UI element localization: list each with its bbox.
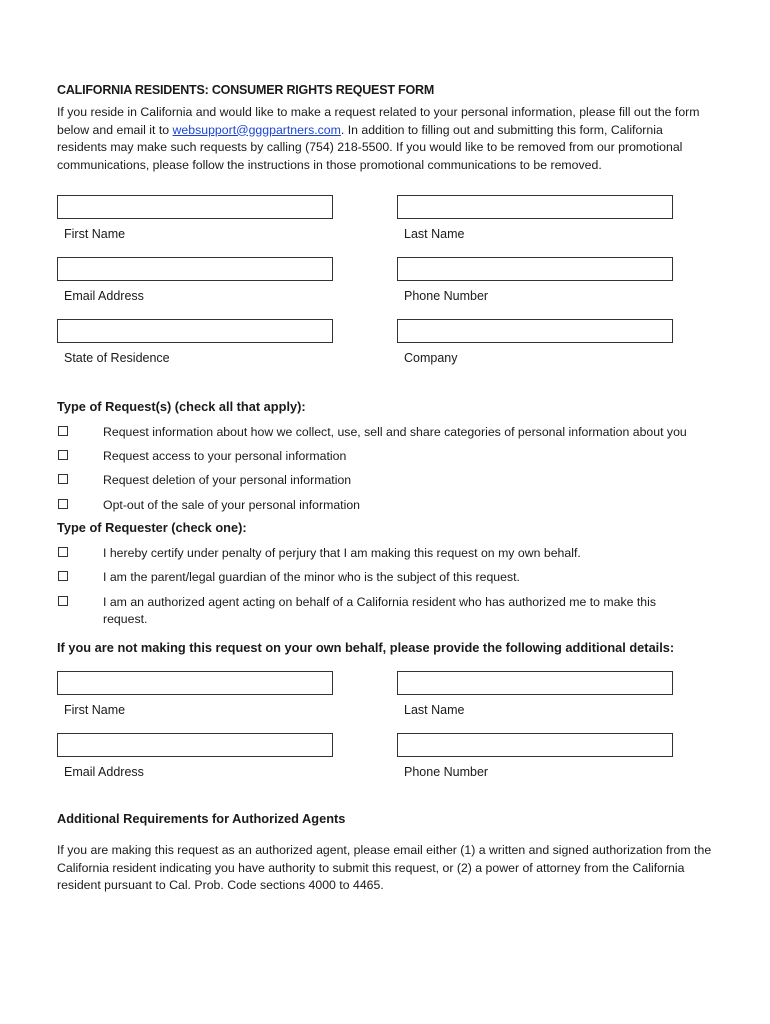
agent-first-name-input[interactable] [57,671,333,695]
request-option-label: Request deletion of your personal information [103,473,352,487]
last-name-label: Last Name [404,227,465,241]
agent-phone-input[interactable] [397,733,673,757]
requester-option-label: I am an authorized agent acting on behalf of a California resident who has authorized me to make this request. [103,595,657,626]
phone-input[interactable] [397,257,673,281]
agent-requirements-text: If you are making this request as an authorized agent, please email either (1) a written and signed authorization from the California resident indicating you have authority to submit this request, or (2) a power of attorney from the California resident pursuant to Cal. Prob. Code sections 4000 to 4465. [57,843,712,892]
email-label: Email Address [64,289,144,303]
request-type-heading: Type of Request(s) (check all that apply): [57,399,306,414]
agent-last-name-label: Last Name [404,703,465,717]
state-label: State of Residence [64,351,170,365]
requester-type-heading: Type of Requester (check one): [57,520,247,535]
intro-text-before: If you reside in California and would like to make a request related to your personal information, please fill out the form below and email it to [57,105,700,137]
agent-last-name-input[interactable] [397,671,673,695]
checkbox[interactable] [58,499,68,509]
request-option-label: Request access to your personal information [103,449,347,463]
first-name-label: First Name [64,227,126,241]
requester-option-label: I hereby certify under penalty of perjury that I am making this request on my own behalf. [103,546,581,560]
phone-label: Phone Number [404,289,489,303]
checkbox[interactable] [58,571,68,581]
company-label: Company [404,351,458,365]
checkbox[interactable] [58,450,68,460]
checkbox[interactable] [58,547,68,557]
form-title: CALIFORNIA RESIDENTS: CONSUMER RIGHTS REQUEST FORM [57,83,435,97]
request-option-label: Opt-out of the sale of your personal information [103,498,361,512]
agent-email-input[interactable] [57,733,333,757]
state-input[interactable] [57,319,333,343]
agent-first-name-label: First Name [64,703,126,717]
checkbox[interactable] [58,474,68,484]
agent-email-label: Email Address [64,765,144,779]
request-option-label: Request information about how we collect, use, sell and share categories of personal information about you [103,425,687,439]
support-email-link[interactable]: websupport@gggpartners.com [172,122,341,137]
intro-paragraph [57,104,707,174]
company-input[interactable] [397,319,673,343]
email-input[interactable] [57,257,333,281]
first-name-input[interactable] [57,195,333,219]
agent-phone-label: Phone Number [404,765,489,779]
intro-text-after: . In addition to filling out and submitting this form, California residents may make such requests by calling (754) 218-5500. If you would like to be removed from our promotional communications, please follow the instructions in those promotional communications to be removed. [57,122,683,172]
checkbox[interactable] [58,596,68,606]
additional-details-heading: If you are not making this request on your own behalf, please provide the following additional details: [57,640,675,655]
agent-requirements-heading: Additional Requirements for Authorized Agents [57,811,346,826]
requester-option-label: I am the parent/legal guardian of the minor who is the subject of this request. [103,570,520,584]
checkbox[interactable] [58,426,68,436]
last-name-input[interactable] [397,195,673,219]
